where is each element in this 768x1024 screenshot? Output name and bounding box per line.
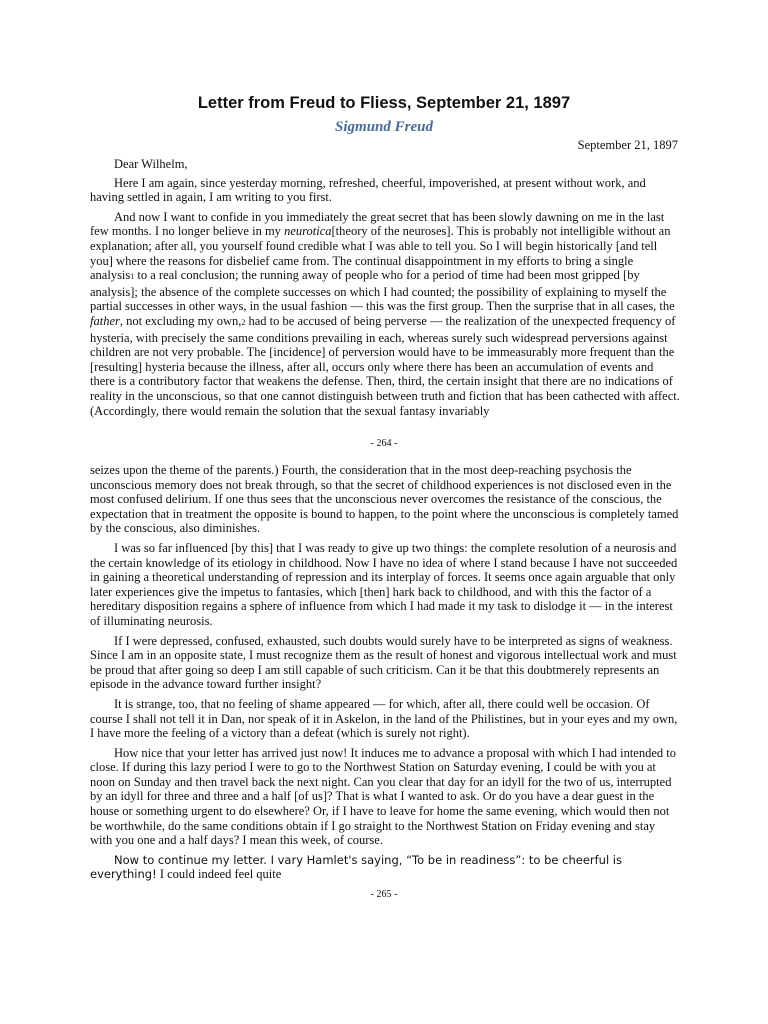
paragraph: How nice that your letter has arrived just now! It induces me to advance a proposal with which I had intended to close. If during this lazy period I were to go to the Northwest Station on Saturday evening, I could be with you at noon on Sunday and then travel back the next night. Can you clear that day for an idyll for the two of us, interrupted by an idyll for three and three and a half [of us]? That is what I wanted to ask. Or do you have a dear guest in the house or something urgent to do elsewhere? Or, if I have to leave for home the same evening, which would then not be worthwhile, do the same conditions obtain if I go straight to the Northwest Station on Friday evening and stay with you one and a half days? I mean this week, of course.: [90, 745, 676, 848]
paragraph: [90, 210, 680, 418]
text-run: And now I want to confide in you immediately the great secret that has been slowly dawning on me in the last few months. I no longer believe in my: [90, 209, 665, 239]
footnote-marker[interactable]: 1: [130, 272, 135, 282]
emphasis-neurotica: neurotica: [284, 224, 332, 239]
paragraph: If I were depressed, confused, exhausted, such doubts would surely have to be interpreted as signs of weakness. Since I am in an opposite state, I must recognize them as the result of honest and vigorous intellectual work and must be proud that after going so deep I am still capable of such criticism. Can it be that this doubtmerely represents an episode in the advance toward further insight?: [90, 633, 677, 692]
author-name: Sigmund Freud: [335, 119, 433, 135]
paragraph: [90, 853, 680, 882]
text-run: I could indeed feel quite: [156, 867, 282, 882]
paragraph: seizes upon the theme of the parents.) Fourth, the consideration that in the most deep-reaching psychosis the unconscious memory does not break through, so that the secret of childhood experiences is not disclosed even in the most confused delirium. If one thus sees that the unconscious never overcomes the resistance of the conscious, the expectation that in treatment the opposite is bound to happen, to the point where the unconscious is completely tamed by the conscious, also diminishes.: [90, 463, 679, 536]
page-number: - 265 -: [370, 889, 398, 900]
text-run: to a real conclusion; the running away of people who for a period of time had been most gripped [by analysis]; the absence of the complete successes on which I had counted; the possibility of explaining to myself the partial successes in other ways, in the usual fashion — this was the first group. Then the surprise that in all cases, the: [90, 268, 675, 314]
paragraph: Here I am again, since yesterday morning, refreshed, cheerful, impoverished, at present without work, and having settled in again, I am writing to you first.: [90, 175, 646, 205]
text-run: had to be accused of being perverse — the realization of the unexpected frequency of hysteria, with precisely the same conditions prevailing in each, whereas surely such widespread perversions against children are not very probable. The [incidence] of perversion would have to be immeasurably more frequent than the [resulting] hysteria because the illness, after all, occurs only where there has been an accumulation of events and there is a contributory factor that weakens the defense. Then, third, the certain insight that there are no indications of reality in the unconscious, so that one cannot distinguish between truth and fiction that has been cathected with affect. (Accordingly, there would remain the solution that the sexual fantasy invariably: [90, 313, 680, 418]
letter-date: September 21, 1897: [577, 138, 678, 152]
paragraph: I was so far influenced [by this] that I was ready to give up two things: the complete resolution of a neurosis and the certain knowledge of its etiology in childhood. Now I have no idea of where I stand because I have not succeeded in gaining a theoretical understanding of repression and its interplay of forces. It seems once again arguable that only later experiences give the impetus to fantasies, which [then] hark back to childhood, and with this the factor of a hereditary disposition regains a sphere of influence from which I had made it my task to dislodge it — in the interest of illuminating neurosis.: [90, 540, 678, 628]
document-title: Letter from Freud to Fliess, September 21, 1897: [197, 94, 571, 112]
paragraph: It is strange, too, that no feeling of shame appeared — for which, after all, there could well be occasion. Of course I shall not tell it in Dan, nor speak of it in Askelon, in the land of the Philistines, but in your eyes and my own, I have more the feeling of a victory than a defeat (which is surely not right).: [90, 696, 678, 741]
text-run: [theory of the neuroses]. This is probably not intelligible without an explanation; after all, you yourself found credible what I was able to tell you. So I will begin historically [and tell you] where the reasons for disbelief came from. The continual disappointment in my efforts to bring a single analysis: [90, 224, 671, 283]
salutation: Dear Wilhelm,: [114, 157, 188, 171]
page-264-text: [90, 157, 680, 423]
page-265-text: [90, 463, 680, 887]
text-run: Now to continue my letter. I vary Hamlet's saying, “To be in readiness”: to be cheerful is everything!: [90, 852, 622, 882]
footnote-marker[interactable]: 2: [241, 317, 246, 327]
text-run: , not excluding my own,: [119, 313, 242, 328]
emphasis-father: father: [90, 313, 120, 328]
page-number: - 264 -: [370, 438, 398, 449]
